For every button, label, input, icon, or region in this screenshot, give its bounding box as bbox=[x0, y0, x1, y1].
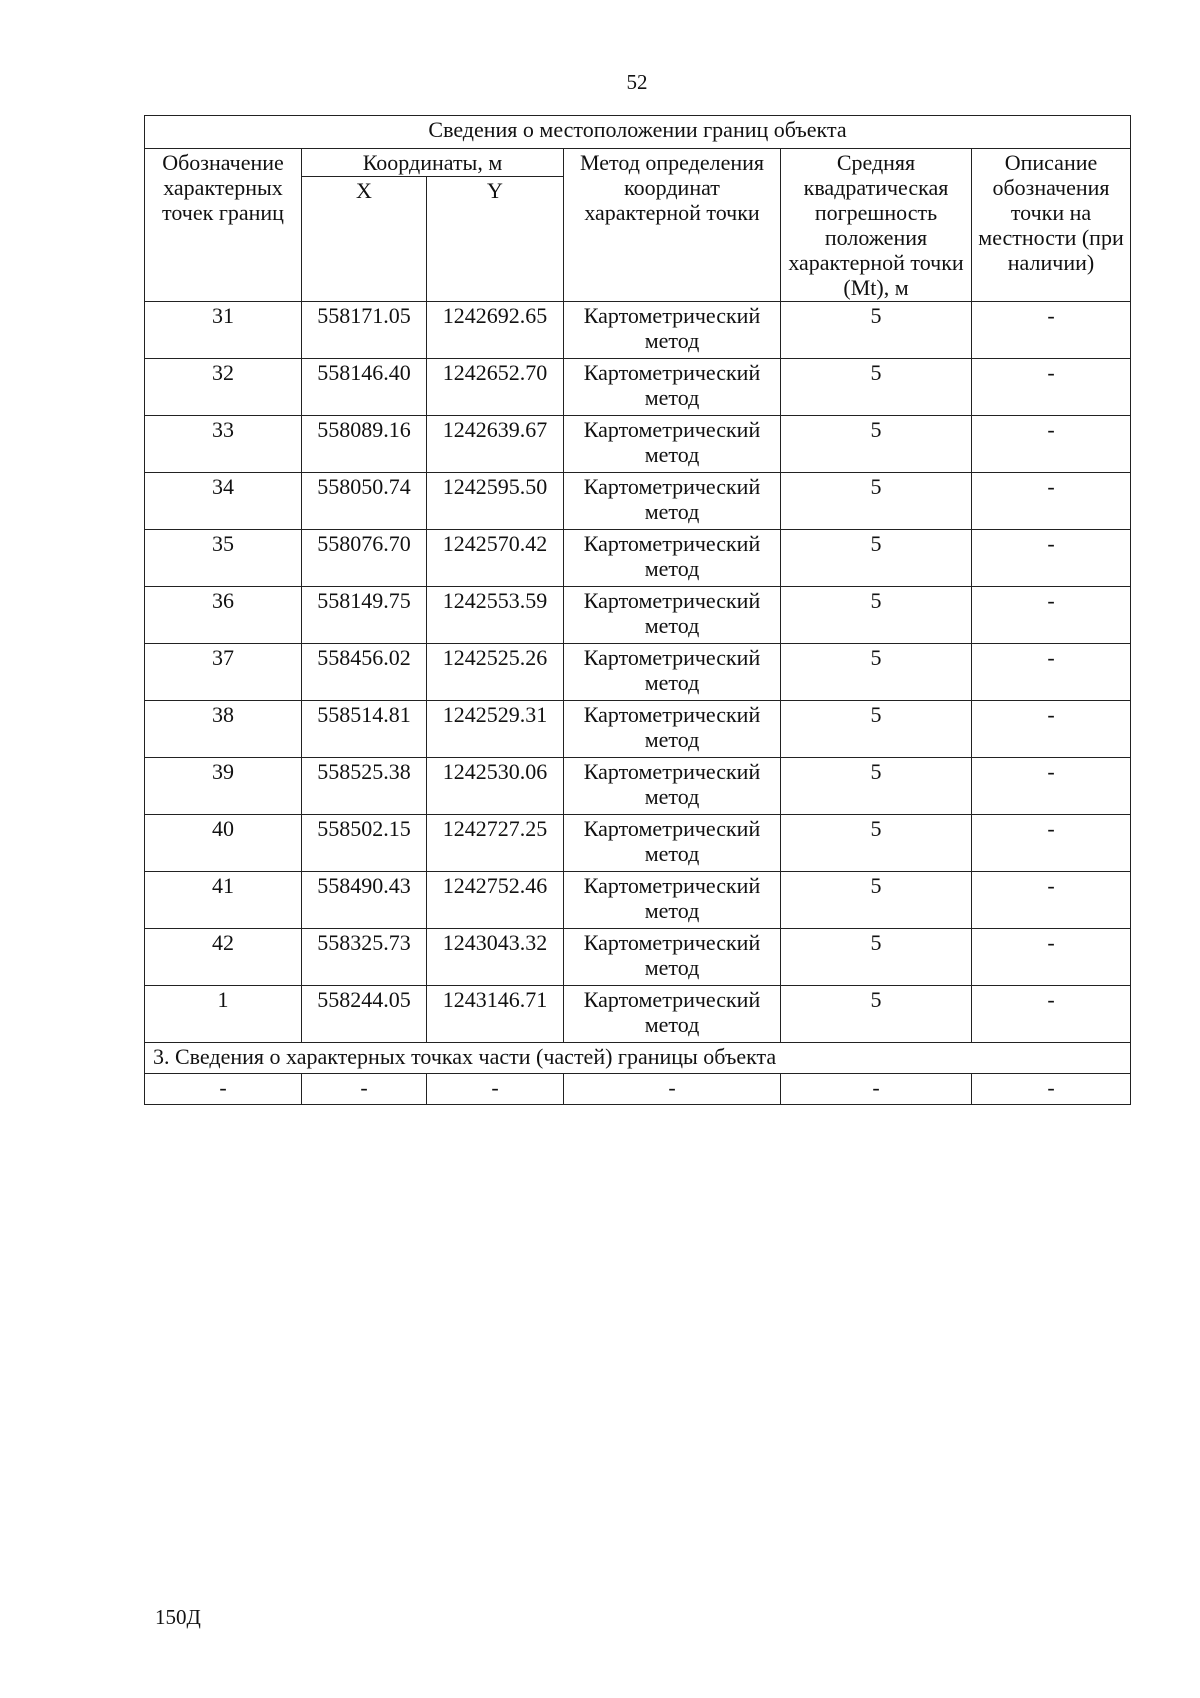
cell-description: - bbox=[972, 872, 1131, 929]
cell-method: Картометрический метод bbox=[564, 473, 781, 530]
cell-dash: - bbox=[972, 1074, 1131, 1105]
cell-error: 5 bbox=[781, 302, 972, 359]
cell-error: 5 bbox=[781, 872, 972, 929]
cell-point: 42 bbox=[145, 929, 302, 986]
document-code: 150Д bbox=[155, 1605, 201, 1629]
cell-x: 558050.74 bbox=[302, 473, 427, 530]
cell-error: 5 bbox=[781, 929, 972, 986]
cell-y: 1242652.70 bbox=[427, 359, 564, 416]
cell-point: 32 bbox=[145, 359, 302, 416]
cell-point: 36 bbox=[145, 587, 302, 644]
cell-error: 5 bbox=[781, 473, 972, 530]
cell-error: 5 bbox=[781, 416, 972, 473]
cell-error: 5 bbox=[781, 758, 972, 815]
cell-method: Картометрический метод bbox=[564, 587, 781, 644]
table-header bbox=[145, 116, 1131, 302]
header-coordinates: Координаты, м bbox=[302, 149, 564, 177]
cell-y: 1242525.26 bbox=[427, 644, 564, 701]
table-row bbox=[145, 872, 1131, 929]
table-row bbox=[145, 929, 1131, 986]
table-row bbox=[145, 758, 1131, 815]
cell-description: - bbox=[972, 473, 1131, 530]
cell-description: - bbox=[972, 359, 1131, 416]
cell-y: 1243146.71 bbox=[427, 986, 564, 1043]
cell-description: - bbox=[972, 530, 1131, 587]
cell-x: 558456.02 bbox=[302, 644, 427, 701]
cell-dash: - bbox=[145, 1074, 302, 1105]
cell-point: 35 bbox=[145, 530, 302, 587]
cell-point: 31 bbox=[145, 302, 302, 359]
cell-x: 558490.43 bbox=[302, 872, 427, 929]
cell-method: Картометрический метод bbox=[564, 872, 781, 929]
cell-description: - bbox=[972, 929, 1131, 986]
cell-x: 558514.81 bbox=[302, 701, 427, 758]
cell-error: 5 bbox=[781, 815, 972, 872]
table-body bbox=[145, 302, 1131, 1105]
cell-point: 33 bbox=[145, 416, 302, 473]
cell-error: 5 bbox=[781, 530, 972, 587]
header-designation: Обозначение характерных точек границ bbox=[145, 149, 302, 302]
cell-point: 40 bbox=[145, 815, 302, 872]
cell-description: - bbox=[972, 644, 1131, 701]
cell-point: 34 bbox=[145, 473, 302, 530]
cell-x: 558325.73 bbox=[302, 929, 427, 986]
cell-point: 41 bbox=[145, 872, 302, 929]
table-row bbox=[145, 530, 1131, 587]
cell-description: - bbox=[972, 701, 1131, 758]
cell-description: - bbox=[972, 587, 1131, 644]
table-row bbox=[145, 1074, 1131, 1105]
cell-x: 558146.40 bbox=[302, 359, 427, 416]
header-description: Описание обозначения точки на местности (при наличии) bbox=[972, 149, 1131, 302]
cell-method: Картометрический метод bbox=[564, 644, 781, 701]
cell-y: 1242570.42 bbox=[427, 530, 564, 587]
cell-x: 558525.38 bbox=[302, 758, 427, 815]
cell-point: 38 bbox=[145, 701, 302, 758]
cell-x: 558149.75 bbox=[302, 587, 427, 644]
cell-point: 1 bbox=[145, 986, 302, 1043]
table-row bbox=[145, 473, 1131, 530]
cell-y: 1242553.59 bbox=[427, 587, 564, 644]
cell-y: 1242727.25 bbox=[427, 815, 564, 872]
header-error: Средняя квадратическая погрешность положения характерной точки (Mt), м bbox=[781, 149, 972, 302]
cell-x: 558502.15 bbox=[302, 815, 427, 872]
table-row bbox=[145, 587, 1131, 644]
page-number: 52 bbox=[626, 70, 648, 94]
cell-y: 1242639.67 bbox=[427, 416, 564, 473]
cell-dash: - bbox=[564, 1074, 781, 1105]
cell-y: 1242529.31 bbox=[427, 701, 564, 758]
cell-y: 1243043.32 bbox=[427, 929, 564, 986]
table-row bbox=[145, 416, 1131, 473]
cell-y: 1242752.46 bbox=[427, 872, 564, 929]
table-title: Сведения о местоположении границ объекта bbox=[145, 116, 1131, 149]
cell-dash: - bbox=[427, 1074, 564, 1105]
cell-error: 5 bbox=[781, 701, 972, 758]
cell-method: Картометрический метод bbox=[564, 929, 781, 986]
cell-dash: - bbox=[781, 1074, 972, 1105]
cell-method: Картометрический метод bbox=[564, 302, 781, 359]
cell-x: 558076.70 bbox=[302, 530, 427, 587]
cell-method: Картометрический метод bbox=[564, 530, 781, 587]
cell-x: 558171.05 bbox=[302, 302, 427, 359]
header-method: Метод определения координат характерной точки bbox=[564, 149, 781, 302]
cell-method: Картометрический метод bbox=[564, 701, 781, 758]
cell-point: 37 bbox=[145, 644, 302, 701]
cell-x: 558089.16 bbox=[302, 416, 427, 473]
cell-description: - bbox=[972, 416, 1131, 473]
cell-x: 558244.05 bbox=[302, 986, 427, 1043]
cell-method: Картометрический метод bbox=[564, 359, 781, 416]
table-row bbox=[145, 644, 1131, 701]
cell-method: Картометрический метод bbox=[564, 815, 781, 872]
cell-error: 5 bbox=[781, 986, 972, 1043]
table-row bbox=[145, 986, 1131, 1043]
header-x: X bbox=[302, 177, 427, 302]
cell-error: 5 bbox=[781, 359, 972, 416]
table-row bbox=[145, 815, 1131, 872]
section3-title: 3. Сведения о характерных точках части (частей) границы объекта bbox=[145, 1043, 1131, 1074]
table-row bbox=[145, 302, 1131, 359]
cell-description: - bbox=[972, 758, 1131, 815]
table-row bbox=[145, 701, 1131, 758]
cell-method: Картометрический метод bbox=[564, 986, 781, 1043]
cell-description: - bbox=[972, 302, 1131, 359]
boundary-table bbox=[144, 115, 1131, 1105]
cell-point: 39 bbox=[145, 758, 302, 815]
cell-error: 5 bbox=[781, 644, 972, 701]
cell-y: 1242692.65 bbox=[427, 302, 564, 359]
header-y: Y bbox=[427, 177, 564, 302]
cell-y: 1242530.06 bbox=[427, 758, 564, 815]
cell-error: 5 bbox=[781, 587, 972, 644]
cell-method: Картометрический метод bbox=[564, 416, 781, 473]
table-row bbox=[145, 359, 1131, 416]
cell-dash: - bbox=[302, 1074, 427, 1105]
cell-method: Картометрический метод bbox=[564, 758, 781, 815]
cell-description: - bbox=[972, 815, 1131, 872]
cell-description: - bbox=[972, 986, 1131, 1043]
cell-y: 1242595.50 bbox=[427, 473, 564, 530]
